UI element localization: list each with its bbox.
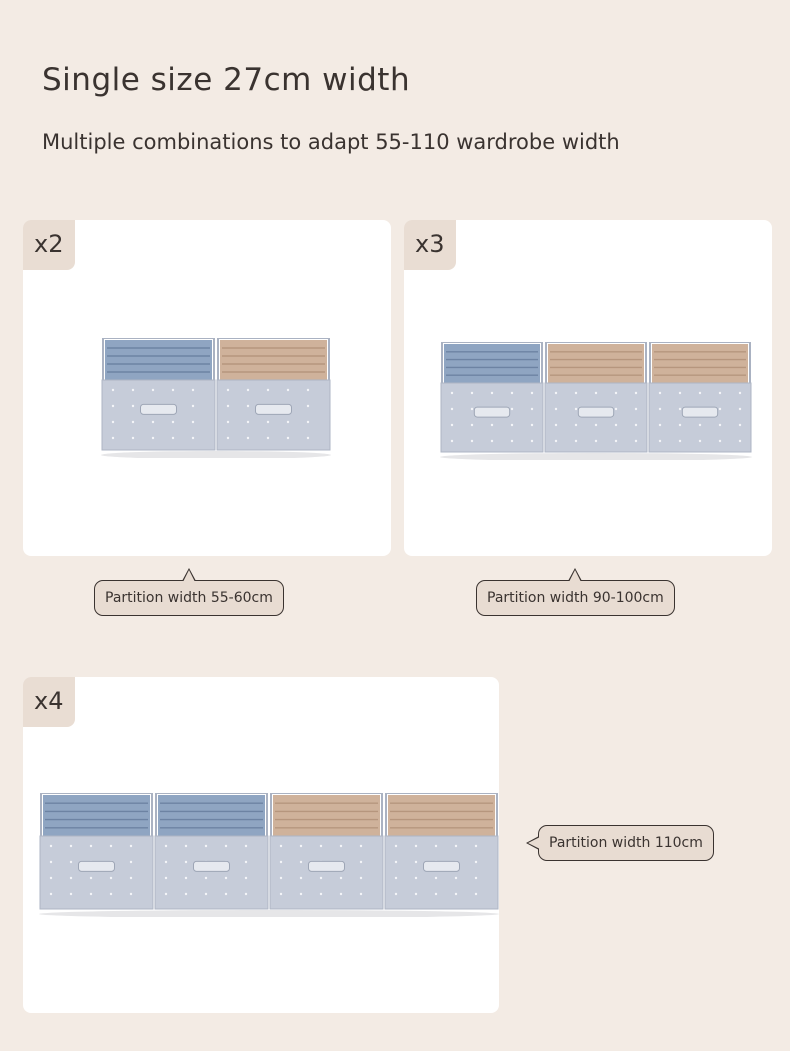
- storage-box: [217, 338, 330, 450]
- storage-boxes-image: [101, 338, 331, 458]
- page-subtitle: Multiple combinations to adapt 55-110 wardrobe width: [42, 130, 620, 154]
- storage-boxes-image: [39, 793, 499, 917]
- storage-box: [155, 793, 268, 909]
- combo-card-x3: [404, 220, 772, 556]
- storage-box: [102, 338, 215, 450]
- partition-width-label: Partition width 55-60cm: [94, 580, 284, 616]
- quantity-badge: x4: [23, 677, 75, 727]
- storage-box: [441, 342, 543, 452]
- storage-box: [649, 342, 751, 452]
- quantity-badge: x3: [404, 220, 456, 270]
- partition-width-label: Partition width 110cm: [538, 825, 714, 861]
- combo-card-x4: [23, 677, 499, 1013]
- storage-box: [385, 793, 498, 909]
- partition-width-label: Partition width 90-100cm: [476, 580, 675, 616]
- storage-box: [545, 342, 647, 452]
- storage-boxes-image: [440, 342, 752, 460]
- storage-box: [270, 793, 383, 909]
- storage-box: [40, 793, 153, 909]
- page-title: Single size 27cm width: [42, 62, 411, 98]
- quantity-badge: x2: [23, 220, 75, 270]
- combo-card-x2: [23, 220, 391, 556]
